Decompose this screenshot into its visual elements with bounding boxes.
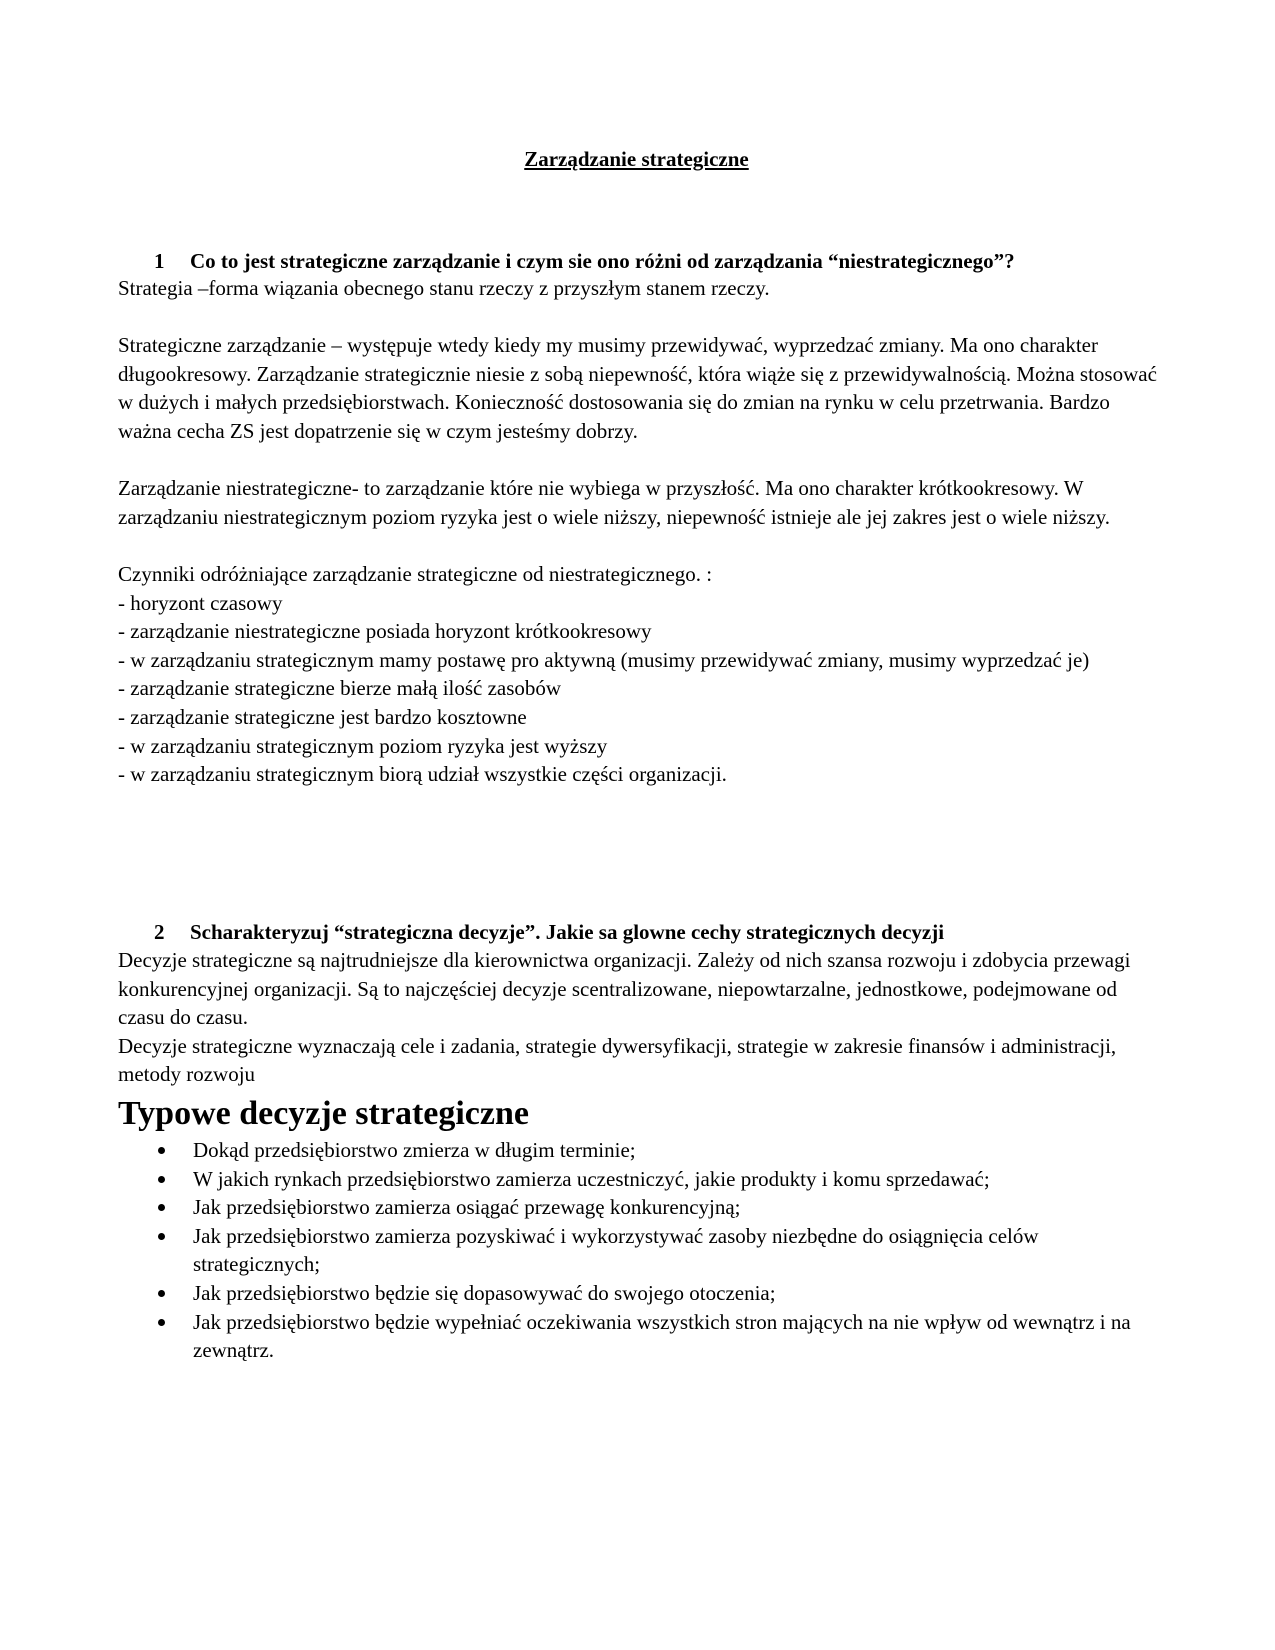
section-2-heading (118, 918, 944, 946)
list-item: Dokąd przedsiębiorstwo zmierza w długim terminie; (118, 1136, 1163, 1165)
section-1-heading (118, 247, 1015, 275)
list-item: Jak przedsiębiorstwo zamierza osiągać przewagę konkurencyjną; (118, 1193, 1163, 1222)
section-1-body (118, 274, 1163, 789)
typical-decisions-heading: Typowe decyzje strategiczne (118, 1095, 529, 1132)
typical-decisions-list (118, 1136, 1163, 1365)
factors-intro: Czynniki odróżniające zarządzanie strategiczne od niestrategicznego. : (118, 561, 713, 586)
bullet-icon (158, 1204, 165, 1211)
factor-item: - zarządzanie niestrategiczne posiada horyzont krótkookresowy (118, 619, 652, 644)
section-2-heading-text: Scharakteryzuj “strategiczna decyzje”. Jakie sa glowne cechy strategicznych decyzji (190, 920, 945, 944)
paragraph-strategic-decisions: Decyzje strategiczne są najtrudniejsze dla kierownictwa organizacji. Zależy od nich szansa rozwoju i zdobycia przewagi konkurencyjnej organizacji. Są to najczęściej decyzje scentralizowane, niepowtarzalne, jednostkowe, podejmowane od czasu do czasu. (118, 948, 1131, 1030)
page-title: Zarządzanie strategiczne (524, 147, 749, 171)
section-1-heading-text: Co to jest strategiczne zarządzanie i czym sie ono różni od zarządzania “niestrategicznego”? (190, 249, 1015, 273)
factor-item: - w zarządzaniu strategicznym poziom ryzyka jest wyższy (118, 733, 608, 758)
section-2-body (118, 946, 1163, 1089)
factor-item: - zarządzanie strategiczne bierze małą ilość zasobów (118, 676, 562, 701)
bullet-icon (158, 1233, 165, 1240)
paragraph-strategic-management: Strategiczne zarządzanie – występuje wtedy kiedy my musimy przewidywać, wyprzedzać zmiany. Ma ono charakter długookresowy. Zarządzanie strategicznie niesie z sobą niepewność, która wiąże się z przewidywalnością. Można stosować w dużych i małych przedsiębiorstwach. Konieczność dostosowania się do zmian na rynku w celu przetrwania. Bardzo ważna cecha ZS jest dopatrzenie się w czym jesteśmy dobrzy. (118, 333, 1157, 443)
section-2-number: 2 (154, 920, 165, 944)
list-item: Jak przedsiębiorstwo zamierza pozyskiwać i wykorzystywać zasoby niezbędne do osiągnięcia celów strategicznych; (118, 1222, 1163, 1279)
paragraph-strategy-definition: Strategia –forma wiązania obecnego stanu rzeczy z przyszłym stanem rzeczy. (118, 276, 770, 300)
bullet-icon (158, 1290, 165, 1297)
factor-item: - w zarządzaniu strategicznym mamy postawę pro aktywną (musimy przewidywać zmiany, musimy wyprzedzać je) (118, 647, 1090, 672)
factor-item: - w zarządzaniu strategicznym biorą udział wszystkie części organizacji. (118, 762, 727, 787)
section-1-number: 1 (154, 249, 165, 273)
bullet-icon (158, 1176, 165, 1183)
bullet-icon (158, 1319, 165, 1326)
paragraph-strategic-decisions-scope: Decyzje strategiczne wyznaczają cele i zadania, strategie dywersyfikacji, strategie w zakresie finansów i administracji, metody rozwoju (118, 1033, 1117, 1087)
list-item: Jak przedsiębiorstwo będzie wypełniać oczekiwania wszystkich stron mających na nie wpływ od wewnątrz i na zewnątrz. (118, 1308, 1163, 1365)
list-item: W jakich rynkach przedsiębiorstwo zamierza uczestniczyć, jakie produkty i komu sprzedawać; (118, 1165, 1163, 1194)
paragraph-non-strategic-management: Zarządzanie niestrategiczne- to zarządzanie które nie wybiega w przyszłość. Ma ono charakter krótkookresowy. W zarządzaniu niestrategicznym poziom ryzyka jest o wiele niższy, niepewność istnieje ale jej zakres jest o wiele niższy. (118, 476, 1111, 529)
factor-item: - zarządzanie strategiczne jest bardzo kosztowne (118, 704, 527, 729)
factor-item: - horyzont czasowy (118, 590, 283, 615)
list-item: Jak przedsiębiorstwo będzie się dopasowywać do swojego otoczenia; (118, 1279, 1163, 1308)
bullet-icon (158, 1147, 165, 1154)
